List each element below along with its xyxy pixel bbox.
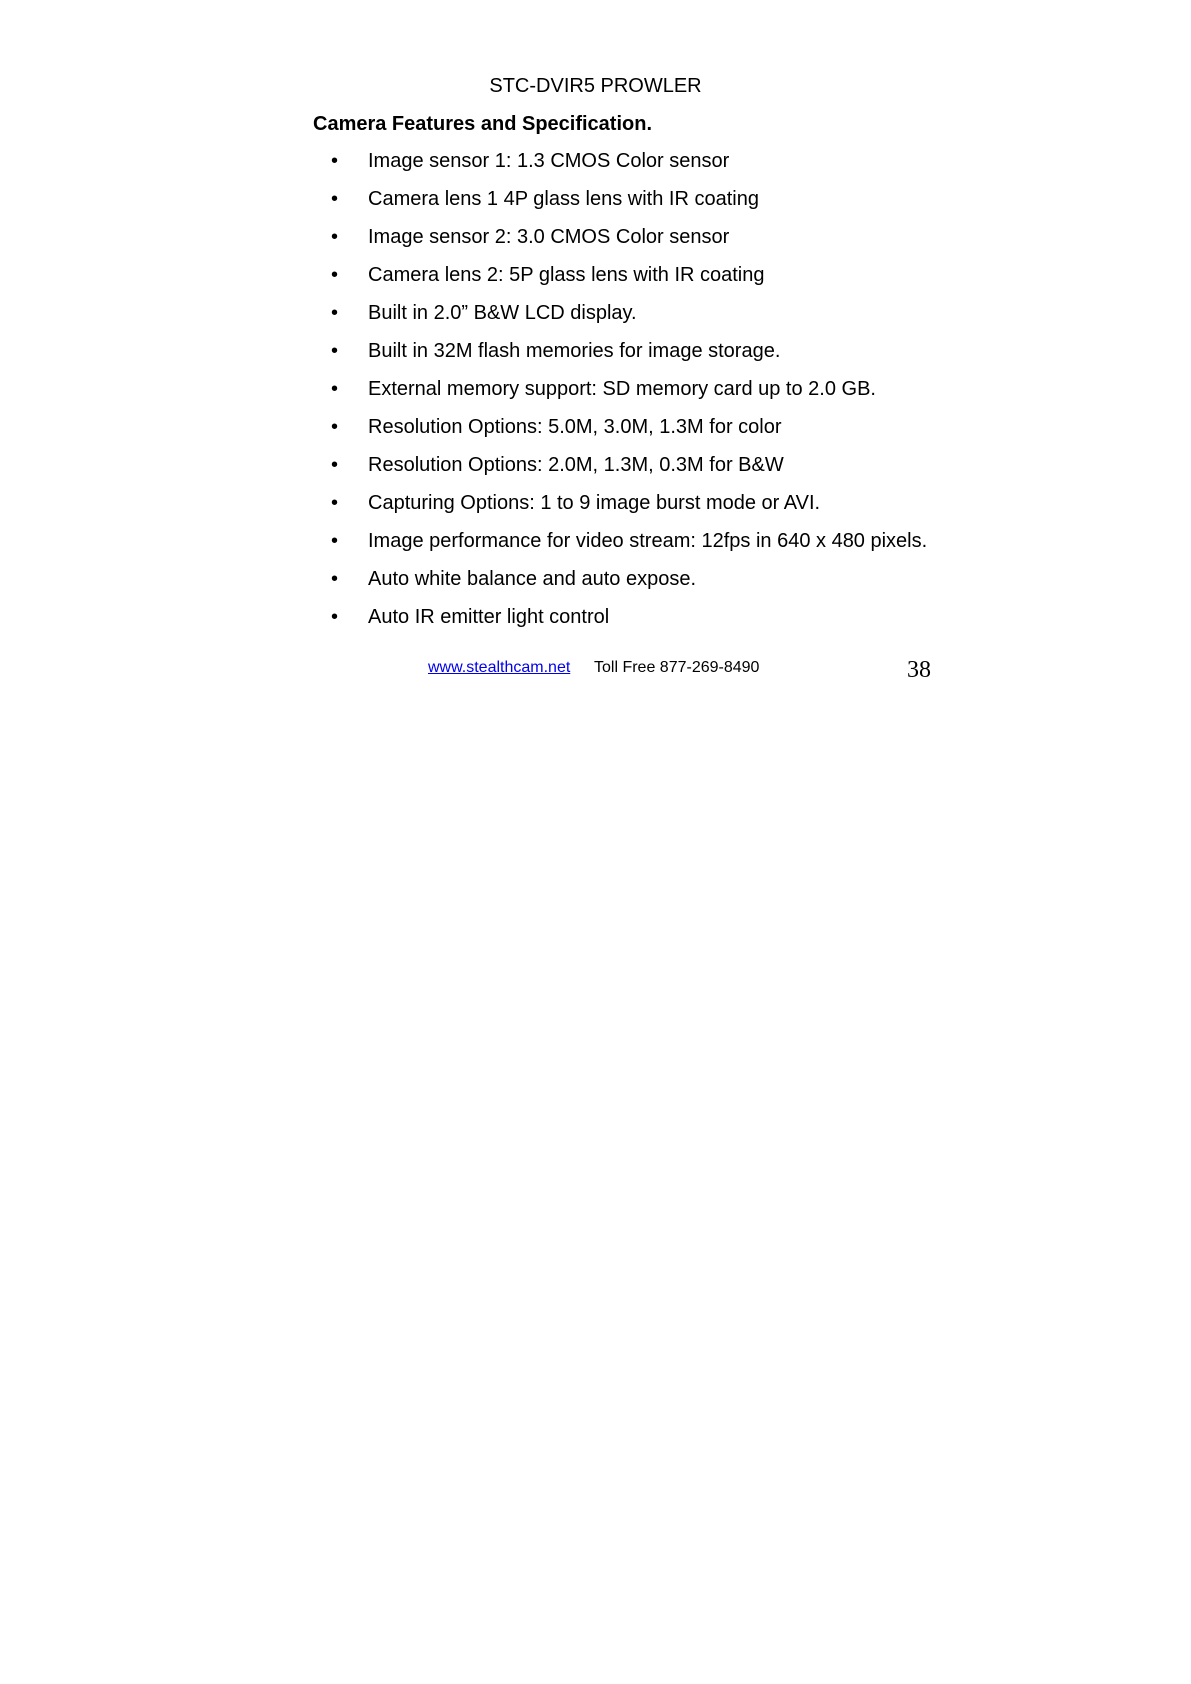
bullet-icon: • [331, 454, 339, 476]
bullet-icon: • [331, 340, 339, 362]
page-footer [0, 657, 1191, 687]
list-item-text: Image sensor 1: 1.3 CMOS Color sensor [368, 150, 730, 172]
page-number: 38 [907, 657, 931, 683]
bullet-icon: • [331, 416, 339, 438]
bullet-icon: • [331, 150, 339, 172]
bullet-icon: • [331, 188, 339, 210]
website-link[interactable]: www.stealthcam.net [428, 659, 571, 676]
list-item-text: Auto IR emitter light control [368, 606, 610, 628]
list-item-text: External memory support: SD memory card up to 2.0 GB. [368, 378, 876, 400]
list-item-text: Resolution Options: 5.0M, 3.0M, 1.3M for color [368, 416, 782, 438]
bullet-icon: • [331, 606, 339, 628]
toll-free-number: Toll Free 877-269-8490 [594, 659, 760, 676]
bullet-icon: • [331, 492, 339, 514]
bullet-icon: • [331, 568, 339, 590]
list-item-text: Built in 2.0” B&W LCD display. [368, 302, 637, 324]
list-item-text: Built in 32M flash memories for image storage. [368, 340, 781, 362]
bullet-icon: • [331, 530, 339, 552]
bullet-icon: • [331, 226, 339, 248]
list-item-text: Image sensor 2: 3.0 CMOS Color sensor [368, 226, 730, 248]
list-item-text: Resolution Options: 2.0M, 1.3M, 0.3M for B&W [368, 454, 784, 476]
list-item-text: Camera lens 1 4P glass lens with IR coating [368, 188, 759, 210]
list-item-text: Capturing Options: 1 to 9 image burst mode or AVI. [368, 492, 821, 514]
page-header: STC-DVIR5 PROWLER [489, 75, 702, 97]
list-item-text: Camera lens 2: 5P glass lens with IR coating [368, 264, 765, 286]
list-item-text: Image performance for video stream: 12fps in 640 x 480 pixels. [368, 530, 928, 552]
bullet-icon: • [331, 302, 339, 324]
bullet-icon: • [331, 378, 339, 400]
section-title: Camera Features and Specification. [313, 113, 653, 135]
list-item-text: Auto white balance and auto expose. [368, 568, 697, 590]
bullet-icon: • [331, 264, 339, 286]
